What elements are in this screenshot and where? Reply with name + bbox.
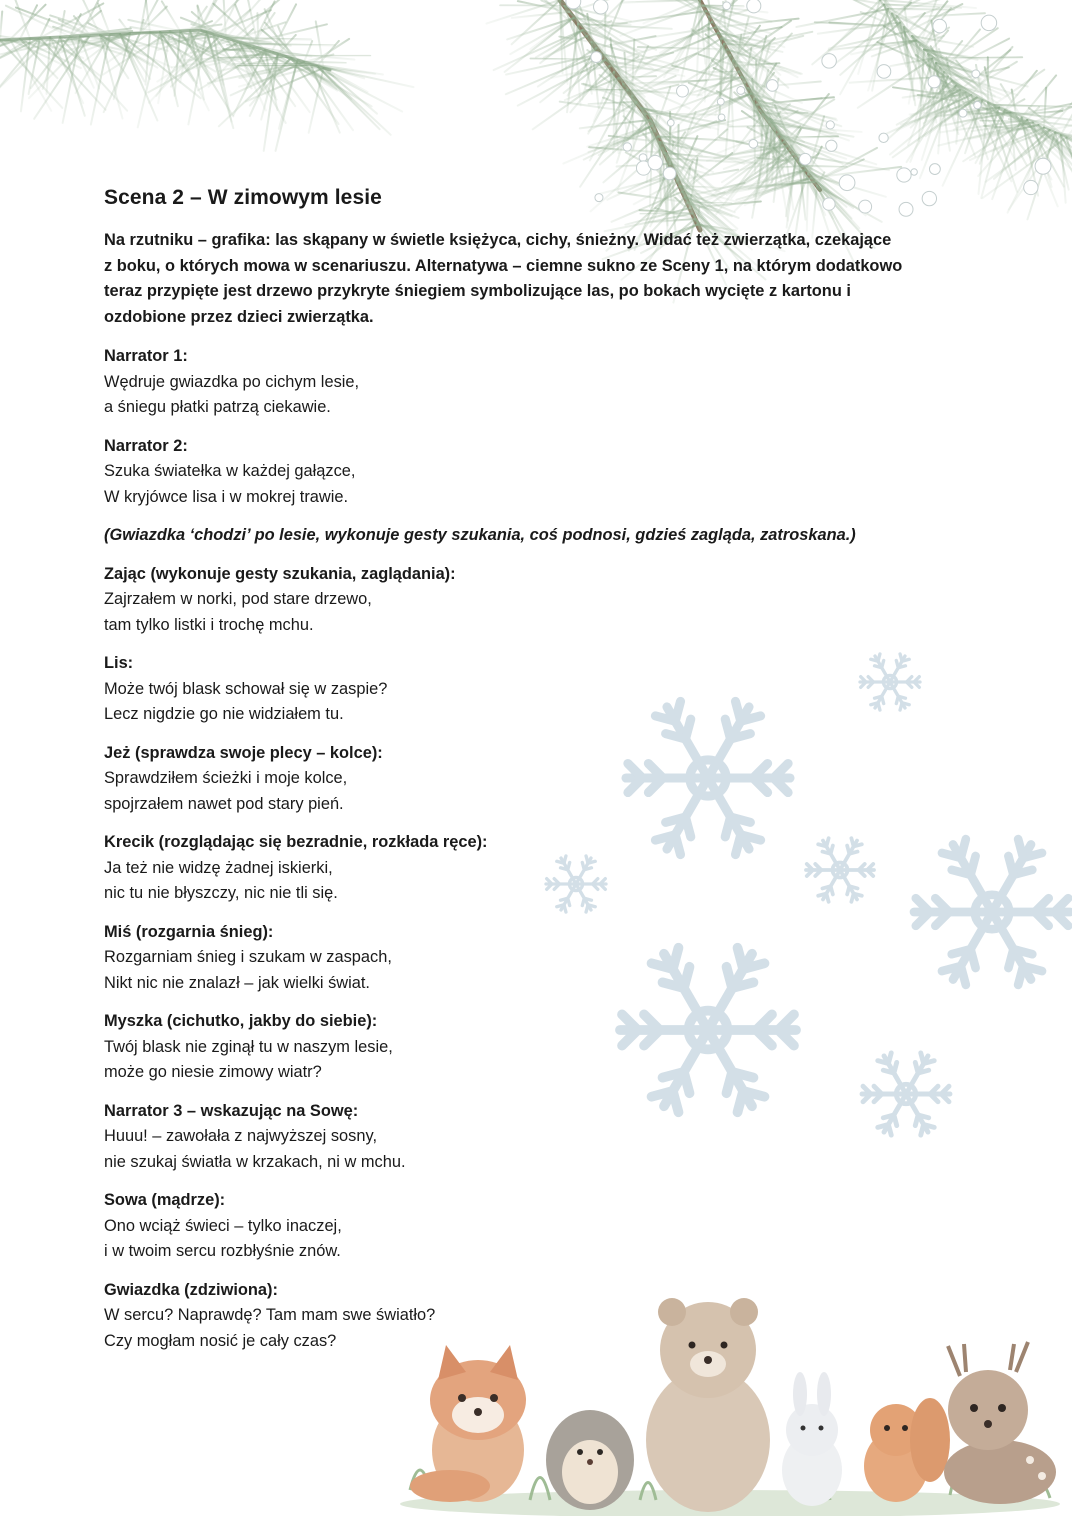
- verse-line: i w twoim sercu rozbłyśnie znów.: [104, 1242, 341, 1260]
- verse-line: Huuu! – zawołała z najwyższej sosny,: [104, 1127, 377, 1145]
- verse-line: Zajrzałem w norki, pod stare drzewo,: [104, 590, 372, 608]
- deer-figure: [944, 1342, 1056, 1504]
- stage-direction: (Gwiazdka ‘chodzi’ po lesie, wykonuje gesty szukania, coś podnosi, gdzieś zagląda, zatroskana.): [104, 526, 856, 544]
- hedgehog-figure: [546, 1410, 634, 1510]
- fox-figure: [410, 1345, 526, 1502]
- dialogue-block: [104, 1278, 904, 1355]
- scene-intro: Na rzutniku – grafika: las skąpany w świetle księżyca, cichy, śnieżny. Widać też zwierzątka, czekające z boku, o których mowa w scenariuszu. Alternatywa – ciemne sukno ze Sceny 1, na którym dodatkowo teraz przypięte jest drzewo przykryte śniegiem symbolizujące las, po bokach wycięte z kartonu i ozdobione przez dzieci zwierzątka.: [104, 231, 903, 326]
- verse-line: Szuka światełka w każdej gałązce,: [104, 462, 356, 480]
- dialogue-block: [104, 1188, 904, 1265]
- speaker-label: Jeż (sprawdza swoje plecy – kolce):: [104, 743, 383, 762]
- speaker-label: Narrator 2:: [104, 436, 188, 455]
- verse-line: Może twój blask schował się w zaspie?: [104, 679, 388, 698]
- verse-line: Rozgarniam śnieg i szukam w zaspach,: [104, 948, 392, 966]
- verse-line: Czy mogłam nosić je cały czas?: [104, 1331, 337, 1350]
- verse-line: spojrzałem nawet pod stary pień.: [104, 794, 344, 813]
- dialogue-list: [104, 344, 904, 1354]
- verse-line: może go niesie zimowy wiatr?: [104, 1063, 322, 1081]
- verse-line: tam tylko listki i trochę mchu.: [104, 615, 314, 634]
- dialogue-block: [104, 920, 904, 997]
- verse-line: nic tu nie błyszczy, nic nie tli się.: [104, 884, 338, 902]
- verse-line: Ja też nie widzę żadnej iskierki,: [104, 858, 333, 877]
- speaker-label: Narrator 3 – wskazując na Sowę:: [104, 1101, 359, 1120]
- speaker-label: Narrator 1:: [104, 347, 188, 365]
- dialogue-block: [104, 562, 904, 639]
- speaker-label: Lis:: [104, 654, 134, 672]
- verse-line: Sprawdziłem ścieżki i moje kolce,: [104, 769, 348, 787]
- verse-line: nie szukaj światła w krzakach, ni w mchu.: [104, 1152, 406, 1171]
- verse-line: a śniegu płatki patrzą ciekawie.: [104, 398, 331, 416]
- speaker-label: Sowa (mądrze):: [104, 1191, 226, 1209]
- bunny-figure: [782, 1372, 842, 1506]
- verse-line: Ono wciąż świeci – tylko inaczej,: [104, 1216, 342, 1235]
- dialogue-block: [104, 741, 904, 818]
- verse-line: W sercu? Naprawdę? Tam mam swe światło?: [104, 1306, 436, 1324]
- scene-title: Scena 2 – W zimowym lesie: [104, 186, 382, 209]
- speaker-label: Myszka (cichutko, jakby do siebie):: [104, 1012, 378, 1030]
- verse-line: Lecz nigdzie go nie widziałem tu.: [104, 705, 344, 723]
- squirrel-figure: [864, 1398, 950, 1502]
- verse-line: W kryjówce lisa i w mokrej trawie.: [104, 487, 349, 506]
- dialogue-block: [104, 344, 904, 421]
- dialogue-block: [104, 434, 904, 511]
- verse-line: Twój blask nie zginął tu w naszym lesie,: [104, 1037, 393, 1056]
- speaker-label: Zając (wykonuje gesty szukania, zaglądania):: [104, 564, 456, 583]
- dialogue-block: [104, 1099, 904, 1176]
- verse-line: Nikt nic nie znalazł – jak wielki świat.: [104, 973, 370, 992]
- grass-foreground: [400, 1470, 1060, 1516]
- dialogue-block: [104, 651, 904, 728]
- speaker-label: Gwiazdka (zdziwiona):: [104, 1280, 278, 1299]
- dialogue-block: [104, 830, 904, 907]
- verse-line: Wędruje gwiazdka po cichym lesie,: [104, 372, 360, 391]
- scene-content: [104, 186, 904, 1367]
- speaker-label: Miś (rozgarnia śnieg):: [104, 922, 274, 941]
- snowflake-icon: [914, 839, 1070, 985]
- speaker-label: Krecik (rozglądając się bezradnie, rozkłada ręce):: [104, 833, 488, 851]
- dialogue-block: [104, 1009, 904, 1086]
